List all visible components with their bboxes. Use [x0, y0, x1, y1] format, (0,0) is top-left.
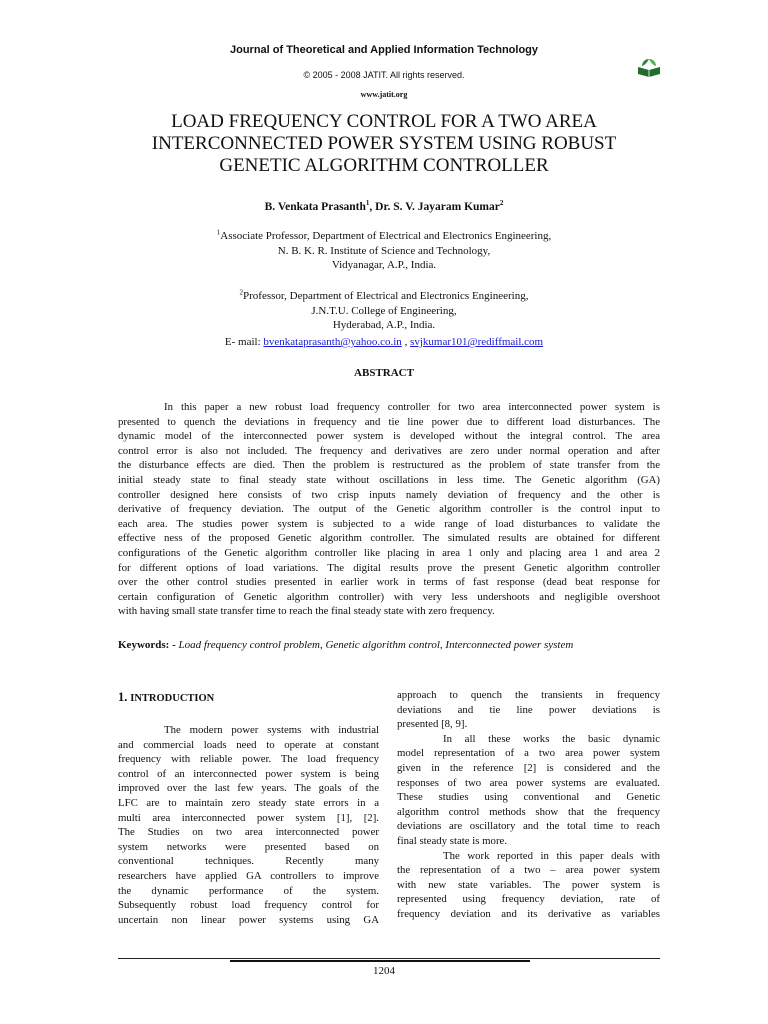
abstract-heading: ABSTRACT	[354, 367, 414, 379]
body-line: The work reported in this paper deals with	[443, 849, 660, 862]
body-line: presented [8, 9].	[397, 718, 468, 731]
body-line: LFC are to maintain zero steady state errors in a	[118, 796, 379, 809]
affiliation-marker: 1	[365, 199, 370, 208]
right-column	[397, 688, 660, 922]
affiliation-line: Associate Professor, Department of Electrical and Electronics Engineering,	[220, 230, 552, 242]
affiliation-line: Professor, Department of Electrical and Electronics Engineering,	[243, 290, 529, 302]
title-line: GENETIC ALGORITHM CONTROLLER	[219, 155, 549, 176]
email-line	[0, 336, 768, 348]
body-line: approach to quench the transients in frequency	[397, 689, 660, 701]
email-link[interactable]: svjkumar101@rediffmail.com	[410, 336, 544, 348]
keywords-label: Keywords: -	[118, 639, 179, 651]
section-heading	[118, 690, 214, 705]
author-name: B. Venkata Prasanth	[264, 201, 366, 213]
email-label: E- mail:	[224, 336, 264, 348]
abstract-line: dynamic model of the interconnected power system is developed without the integral control. The area	[118, 430, 660, 443]
keywords-line	[118, 639, 678, 651]
affiliation-2	[0, 289, 768, 333]
abstract-line: presented to quench the deviations in frequency and tie line power due to different load disturbances. The	[118, 415, 660, 428]
body-line: multi area interconnected power system [1], [2].	[118, 811, 379, 824]
body-line: researchers have applied GA controllers to improve	[118, 869, 379, 882]
footer-divider	[118, 958, 660, 959]
abstract-body	[118, 400, 660, 619]
abstract-line: initial steady state to final steady state without oscillations in less time. The Genetic algorithm (GA)	[118, 473, 660, 486]
book-leaf-logo-icon	[636, 56, 662, 80]
page-number: 1204	[373, 965, 395, 977]
body-line: system networks were presented based on	[118, 840, 379, 853]
section-title: INTRODUCTION	[130, 693, 215, 704]
body-line: deviations are oscillatory and the total time to reach	[397, 820, 660, 833]
affiliation-1	[0, 229, 768, 273]
body-line: deviations and tie line power deviations is	[397, 703, 660, 716]
affiliation-marker: 1	[216, 228, 221, 237]
body-line: The Studies on two area interconnected power	[118, 826, 379, 839]
body-line: with new state variables. The power system is	[397, 878, 660, 891]
section-number: 1.	[118, 690, 128, 704]
body-line: control of an interconnected power system is being	[118, 767, 379, 780]
body-line: final steady state is more.	[397, 834, 508, 847]
body-line: Subsequently robust load frequency control for	[118, 899, 379, 912]
email-separator: ,	[401, 336, 411, 348]
body-line: model representation of a two area power system	[397, 747, 660, 760]
body-line: conventional techniques. Recently many	[118, 855, 379, 868]
body-line: The modern power systems with industrial	[164, 724, 379, 736]
body-line: improved over the last few years. The goals of the	[118, 782, 379, 795]
affiliation-line: Vidyanagar, A.P., India.	[331, 259, 437, 271]
email-link[interactable]: bvenkataprasanth@yahoo.co.in	[263, 336, 402, 348]
authors-line	[0, 201, 768, 213]
affiliation-line: N. B. K. R. Institute of Science and Technology,	[277, 244, 491, 257]
title-line: LOAD FREQUENCY CONTROL FOR A TWO AREA	[171, 111, 597, 132]
body-line: In all these works the basic dynamic	[443, 732, 660, 745]
abstract-line: configurations of the Genetic algorithm controller like placing in area 1 only and placing area 1 and area 2	[118, 546, 660, 559]
abstract-line: effective ness of the proposed Genetic algorithm controller. The simulated results are obtained for different	[118, 532, 660, 545]
body-line: represented using frequency deviation, rate of	[397, 893, 660, 906]
affiliation-marker: 2	[499, 199, 504, 208]
abstract-line: control error is also not included. The frequency and derivatives are zero under normal operation and after	[118, 444, 660, 457]
author-name: Dr. S. V. Jayaram Kumar	[375, 201, 500, 213]
body-line: the dynamic performance of the system.	[118, 884, 379, 897]
affiliation-line: J.N.T.U. College of Engineering,	[311, 304, 457, 317]
body-line: responses of two area power systems are evaluated.	[397, 776, 660, 789]
body-line: the representation of a two – area power system	[397, 864, 660, 877]
abstract-line: In this paper a new robust load frequency controller for two area interconnected power system is	[164, 401, 660, 413]
title-line: INTERCONNECTED POWER SYSTEM USING ROBUST	[151, 133, 617, 154]
body-line: and commercial loads need to operate at constant	[118, 738, 379, 751]
footer-divider-thick	[230, 960, 530, 962]
body-line: frequency with reliable power. The load frequency	[118, 753, 379, 766]
abstract-line: derivative of frequency deviation. The output of the Genetic algorithm controller is the control input to	[118, 503, 660, 516]
body-line: uncertain non linear power systems using GA	[118, 913, 379, 926]
body-line: These studies using conventional and Genetic	[397, 791, 660, 804]
abstract-line: controller designed here consists of two crisp inputs namely deviation of frequency and the other is	[118, 488, 660, 501]
body-line: algorithm control methods show that the frequency	[397, 805, 660, 818]
paper-title	[80, 111, 688, 177]
journal-name: Journal of Theoretical and Applied Information Technology	[229, 44, 539, 56]
abstract-line: the disturbance effects are died. Then the problem is restructured as the problem of state transfer from the	[118, 459, 660, 472]
left-column	[118, 723, 379, 927]
abstract-line: each area. The studies power system is subjected to a wide range of load disturbances to validate the	[118, 517, 660, 530]
keywords-text: Load frequency control problem, Genetic algorithm control, Interconnected power system	[178, 639, 574, 651]
abstract-line: certain configuration of Genetic algorithm controller) with very less undershoots and negligible overshoot	[118, 590, 660, 603]
abstract-line: over the other control studies presented in earlier work in terms of fast response (dead beat response for	[118, 576, 660, 589]
body-line: given in the reference [2] is considered and the	[397, 761, 660, 774]
affiliation-marker: 2	[239, 288, 244, 297]
journal-website[interactable]: www.jatit.org	[360, 90, 408, 99]
abstract-line: for different options of load variations. The digital results prove the present Genetic algorithm controller	[118, 561, 660, 574]
body-line: frequency deviation and its derivative as variables	[397, 907, 660, 920]
author-separator: ,	[369, 201, 376, 213]
affiliation-line: Hyderabad, A.P., India.	[332, 319, 436, 331]
abstract-line: with having small state transfer time to reach the final steady state with zero frequency.	[118, 605, 495, 618]
copyright-notice: © 2005 - 2008 JATIT. All rights reserved.	[303, 70, 465, 80]
